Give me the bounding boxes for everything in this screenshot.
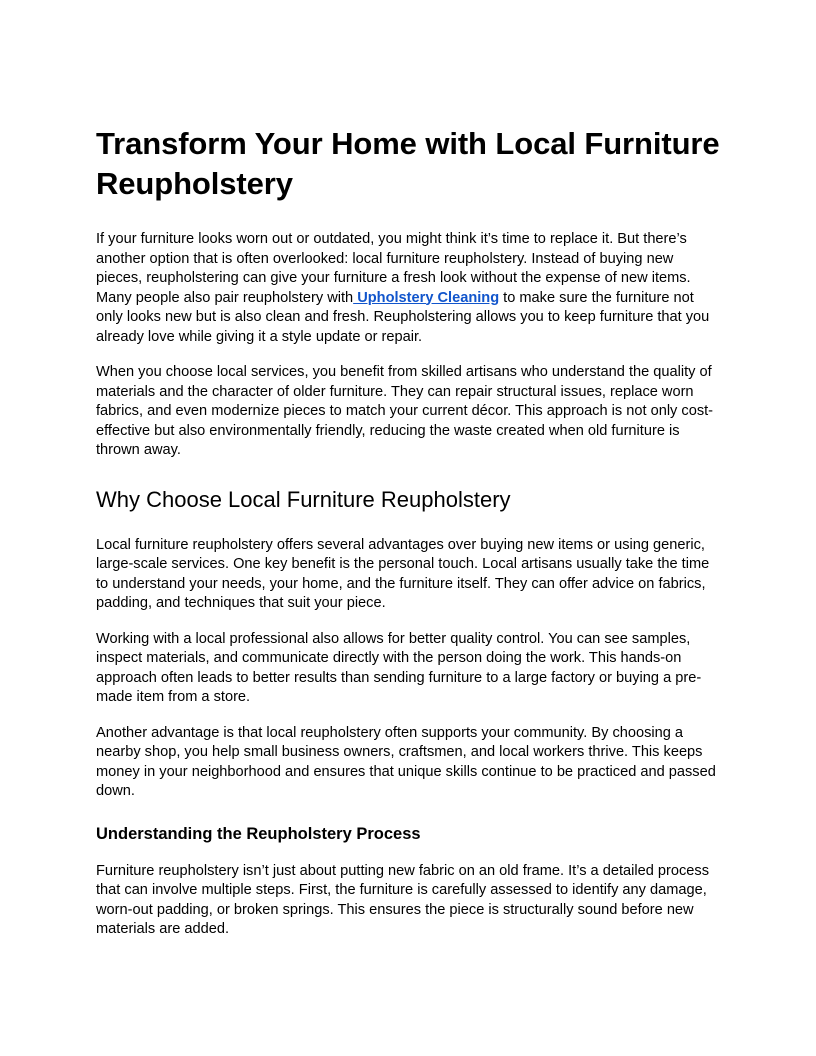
process-paragraph-1: Furniture reupholstery isn’t just about putting new fabric on an old frame. It’s a detailed process that can involve multiple steps. First, the furniture is carefully assessed to identify any damage, worn-out padding, or broken springs. This ensures the piece is structurally sound before new materials are added. bbox=[96, 862, 710, 937]
intro-text-before-link: If your furniture looks worn out or outdated, you might think it’s time to replace it. But there’s another option that is often overlooked: local furniture reupholstery. Instead of buying new pieces, reupholstering can give your furniture a fresh look without the expense of new items. Many people also pair reupholstery with bbox=[96, 231, 691, 306]
document-page bbox=[96, 124, 722, 956]
intro-paragraph-1 bbox=[96, 230, 722, 347]
why-paragraph-3: Another advantage is that local reupholstery often supports your community. By choosing a nearby shop, you help small business owners, craftsmen, and local workers thrive. This keeps money in your neighborhood and ensures that unique skills continue to be practiced and passed down. bbox=[96, 724, 716, 799]
page-title: Transform Your Home with Local Furniture Reupholstery bbox=[96, 126, 720, 201]
upholstery-cleaning-link[interactable]: Upholstery Cleaning bbox=[353, 289, 500, 306]
why-paragraph-2: Working with a local professional also allows for better quality control. You can see samples, inspect materials, and communicate directly with the person doing the work. This hands-on approach often leads to better results than sending furniture to a large factory or buying a pre-made item from a store. bbox=[96, 630, 702, 705]
why-paragraph-1: Local furniture reupholstery offers several advantages over buying new items or using generic, large-scale services. One key benefit is the personal touch. Local artisans usually take the time to understand your needs, your home, and the furniture itself. They can offer advice on fabrics, padding, and techniques that suit your piece. bbox=[96, 536, 710, 611]
section-heading-process: Understanding the Reupholstery Process bbox=[96, 824, 421, 843]
section-heading-why: Why Choose Local Furniture Reupholstery bbox=[96, 486, 511, 512]
intro-paragraph-2: When you choose local services, you benefit from skilled artisans who understand the quality of materials and the character of older furniture. They can repair structural issues, replace worn fabrics, and even modernize pieces to match your current décor. This approach is not only cost-effective but also environmentally friendly, reducing the waste created when old furniture is thrown away. bbox=[96, 364, 714, 458]
intro-text-after-link: to make sure the furniture not only looks new but is also clean and fresh. Reupholstering allows you to keep furniture that you already love while giving it a style update or repair. bbox=[96, 289, 710, 345]
